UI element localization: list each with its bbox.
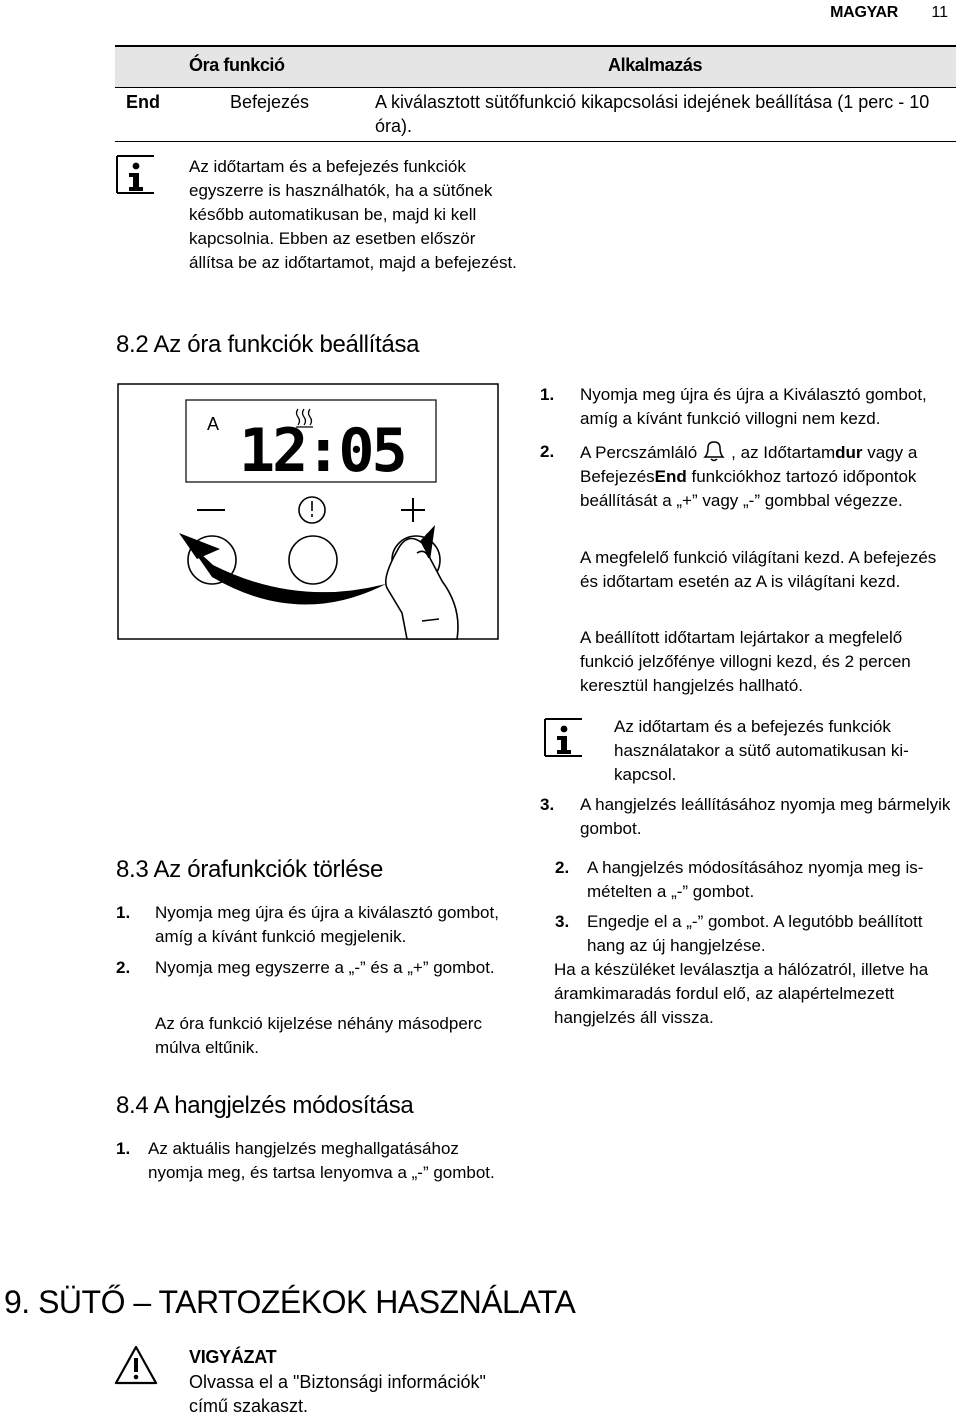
list-number: 1. (116, 903, 131, 922)
display-time: 12:05 (239, 416, 405, 486)
table-header-clock-function: Óra funkció (189, 55, 285, 75)
list-item-text: A hangjelzés módosításához nyomja meg ismételten a „-” gombot. (587, 858, 924, 901)
list-number: 3. (555, 912, 570, 931)
warning-title: VIGYÁZAT (189, 1347, 277, 1367)
list-item-text: A Percszámláló , az Időtartamdur vagy a BefejezésEnd funkciókhoz tartozó időpontok beállítását a „+” vagy „-” gombbal végezze. (580, 440, 955, 513)
note-text: Az időtartam és a befejezés funkciók egyszerre is használhatók, ha a sütőnek később automatikusan be, majd ki kell kapcsolnia. Ebben az esetben először állítsa be az időtartamot, majd a befejezést. (189, 157, 517, 272)
control-panel-illustration (117, 383, 499, 640)
list-item-text: Az aktuális hangjelzés meghallgatásához nyomja meg, és tartsa lenyomva a „-” gombot. (148, 1139, 495, 1182)
list-number: 2. (555, 858, 570, 877)
table-cell-description: A kiválasztott sütőfunkció kikapcsolási idejének beállítása (1 perc - 10 óra). (375, 92, 930, 136)
list-number: 2. (116, 958, 131, 977)
warning-text: Olvassa el a "Biztonsági információk" című szakaszt. (189, 1372, 486, 1416)
clock-button-knob (289, 536, 337, 584)
list-item-text: Nyomja meg újra és újra a kiválasztó gombot, amíg a kívánt funkció megjelenik. (155, 903, 499, 946)
info-icon (114, 153, 159, 198)
table-cell-name: Befejezés (230, 92, 310, 112)
section-title-8-4: 8.4 A hangjelzés módosítása (116, 1092, 414, 1119)
list-item-text: Engedje el a „-” gombot. A legutóbb beállított hang az új hangjelzése. (587, 912, 923, 955)
list-item-text: Nyomja meg újra és újra a Kiválasztó gombot, amíg a kívánt funkció villogni nem kezd. (580, 385, 927, 428)
list-item-text: A beállított időtartam lejártakor a megfelelő funkció jelzőfénye villogni kezd, és 2 percen keresztül hangjelzés hallható. (580, 628, 911, 695)
chapter-title-9: 9. SÜTŐ – TARTOZÉKOK HASZNÁLATA (4, 1284, 576, 1320)
warning-icon (113, 1344, 159, 1386)
info-icon (542, 716, 587, 761)
list-item-text: Nyomja meg egyszerre a „-” és a „+” gombot. (155, 958, 495, 977)
list-number: 2. (540, 442, 555, 461)
section-title-8-2: 8.2 Az óra funkciók beállítása (116, 331, 420, 358)
paragraph: Az óra funkció kijelzése néhány másodperc múlva eltűnik. (155, 1014, 482, 1057)
list-number: 1. (540, 385, 555, 404)
table-header-application: Alkalmazás (608, 55, 703, 75)
display-letter: A (207, 414, 220, 434)
list-number: 1. (116, 1139, 131, 1158)
list-item-text: A megfelelő funkció világítani kezd. A befejezés és időtartam esetén az A is világítani kezd. (580, 548, 937, 591)
list-item-text: A hangjelzés leállításához nyomja meg bármelyik gombot. (580, 795, 951, 838)
list-number: 3. (540, 795, 555, 814)
table-cell-symbol: End (126, 92, 160, 112)
header-language: MAGYAR (830, 4, 898, 21)
page-number: 11 (931, 4, 948, 21)
section-title-8-3: 8.3 Az órafunkciók törlése (116, 856, 384, 883)
note-text: Az időtartam és a befejezés funkciók használatakor a sütő automatikusan kikapcsol. (614, 717, 909, 784)
bell-icon (701, 440, 727, 462)
table-bottom-border (115, 141, 956, 142)
paragraph: Ha a készüléket leválasztja a hálózatról, illetve ha áramkimaradás fordul elő, az alapértelmezett hangjelzés áll vissza. (554, 960, 929, 1027)
